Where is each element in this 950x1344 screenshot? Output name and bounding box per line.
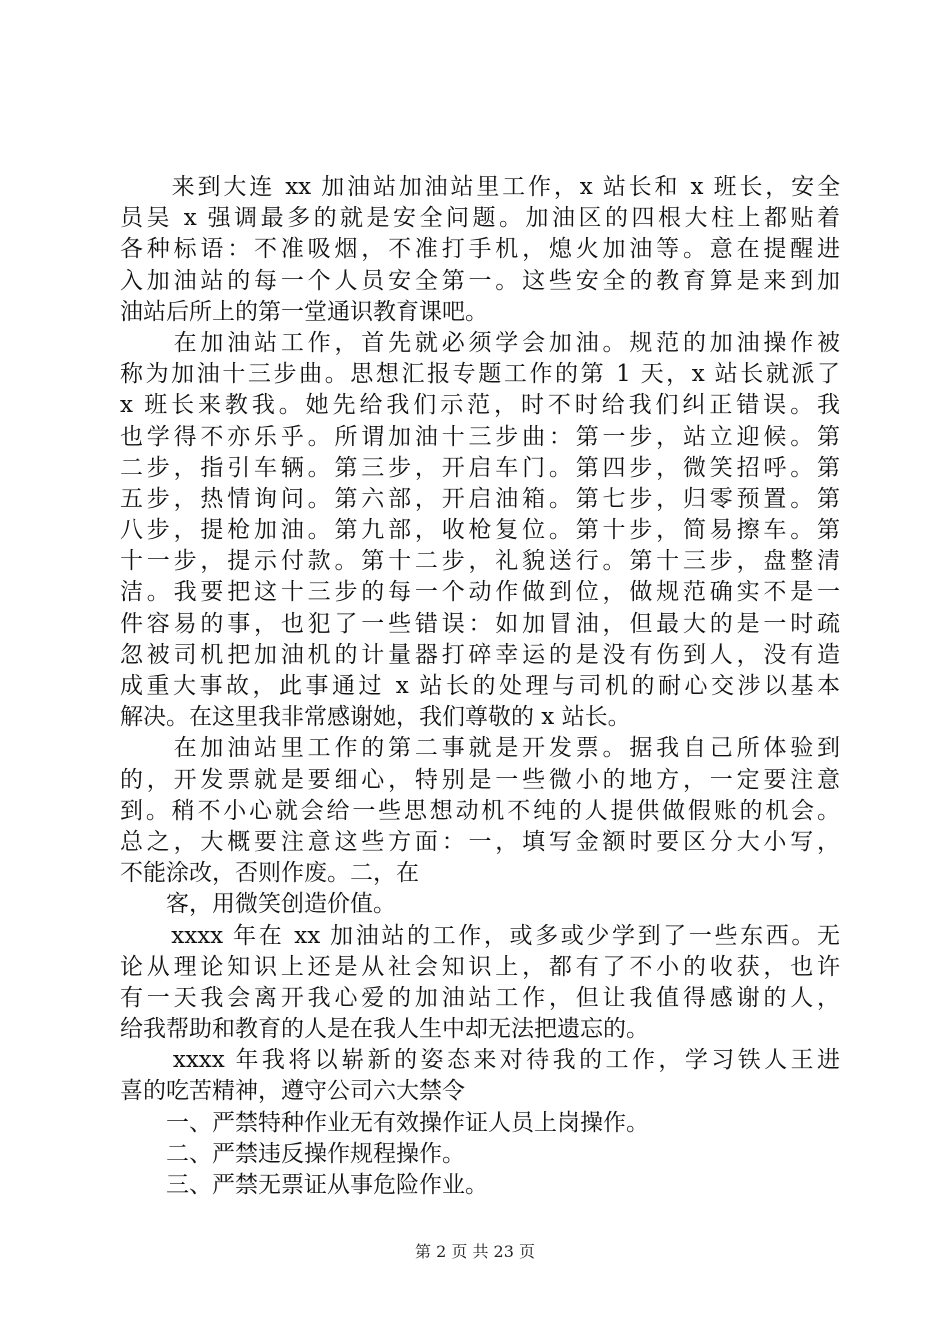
text-line: 解决。在这里我非常感谢她，我们尊敬的 x 站长。 xyxy=(120,704,631,731)
text-line: 在加油站工作，首先就必须学会加油。规范的加油操作被 xyxy=(120,329,840,356)
text-line: 三、严禁无票证从事危险作业。 xyxy=(120,1172,488,1198)
text-line: 来到大连 xx 加油站加油站里工作，x 站长和 x 班长，安全 xyxy=(120,174,840,200)
text-line: 有一天我会离开我心爱的加油站工作，但让我值得感谢的人， xyxy=(120,984,840,1011)
text-line: 喜的吃苦精神，遵守公司六大禁令 xyxy=(120,1078,465,1105)
text-line: 忽被司机把加油机的计量器打碎幸运的是没有伤到人，没有造 xyxy=(120,641,840,668)
text-line: 各种标语：不准吸烟，不准打手机，熄火加油等。意在提醒进 xyxy=(120,236,840,263)
text-line: 称为加油十三步曲。思想汇报专题工作的第 1 天，x 站长就派了 xyxy=(120,361,840,388)
paragraph xyxy=(120,328,840,733)
list-item xyxy=(120,1170,840,1201)
text-line: 论从理论知识上还是从社会知识上，都有了不小的收获，也许 xyxy=(120,953,840,980)
text-line: 十一步，提示付款。第十二步，礼貌送行。第十三步，盘整清 xyxy=(120,548,840,575)
paragraph xyxy=(120,921,840,1046)
list-item xyxy=(120,1108,840,1139)
text-line: 八步，提枪加油。第九部，收枪复位。第十步，简易擦车。第 xyxy=(120,517,840,544)
text-line: 二步，指引车辆。第三步，开启车门。第四步，微笑招呼。第 xyxy=(120,454,840,481)
text-line: 二、严禁违反操作规程操作。 xyxy=(120,1140,465,1167)
text-line: 员吴 x 强调最多的就是安全问题。加油区的四根大柱上都贴着 xyxy=(120,205,840,232)
text-line: 入加油站的每一个人员安全第一。这些安全的教育算是来到加 xyxy=(120,267,840,294)
text-line: xxxx 年在 xx 加油站的工作，或多或少学到了一些东西。无 xyxy=(120,922,840,949)
page-footer: 第 2 页 共 23 页 xyxy=(415,1242,535,1261)
text-line: 总之，大概要注意这些方面：一，填写金额时要区分大小写， xyxy=(120,828,840,855)
text-line: 洁。我要把这十三步的每一个动作做到位，做规范确实不是一 xyxy=(120,579,840,606)
text-line: x 班长来教我。她先给我们示范，时不时给我们纠正错误。我 xyxy=(120,392,840,419)
text-line: 不能涂改，否则作废。二，在 xyxy=(120,860,419,887)
text-line: 也学得不亦乐乎。所谓加油十三步曲：第一步，站立迎候。第 xyxy=(120,423,840,450)
list-item xyxy=(120,1139,840,1170)
text-line: xxxx 年我将以崭新的姿态来对待我的工作，学习铁人王进 xyxy=(120,1047,840,1074)
text-line: 成重大事故，此事通过 x 站长的处理与司机的耐心交涉以基本 xyxy=(120,673,840,699)
text-line: 件容易的事，也犯了一些错误：如加冒油，但最大的是一时疏 xyxy=(120,610,840,637)
document-body xyxy=(120,172,840,1201)
text-line: 油站后所上的第一堂通识教育课吧。 xyxy=(120,298,488,325)
paragraph xyxy=(120,172,840,328)
text-line: 在加油站里工作的第二事就是开发票。据我自己所体验到 xyxy=(120,735,840,762)
text-line: 客，用微笑创造价值。 xyxy=(120,891,396,918)
text-line: 一、严禁特种作业无有效操作证人员上岗操作。 xyxy=(120,1109,649,1136)
paragraph xyxy=(120,889,840,920)
text-line: 到。稍不小心就会给一些思想动机不纯的人提供做假账的机会。 xyxy=(120,797,840,824)
text-line: 五步，热情询问。第六部，开启油箱。第七步，归零预置。第 xyxy=(120,485,840,512)
text-line: 的，开发票就是要细心，特别是一些微小的地方，一定要注意 xyxy=(120,766,840,793)
paragraph xyxy=(120,733,840,889)
text-line: 给我帮助和教育的人是在我人生中却无法把遗忘的。 xyxy=(120,1016,649,1043)
paragraph xyxy=(120,1045,840,1107)
